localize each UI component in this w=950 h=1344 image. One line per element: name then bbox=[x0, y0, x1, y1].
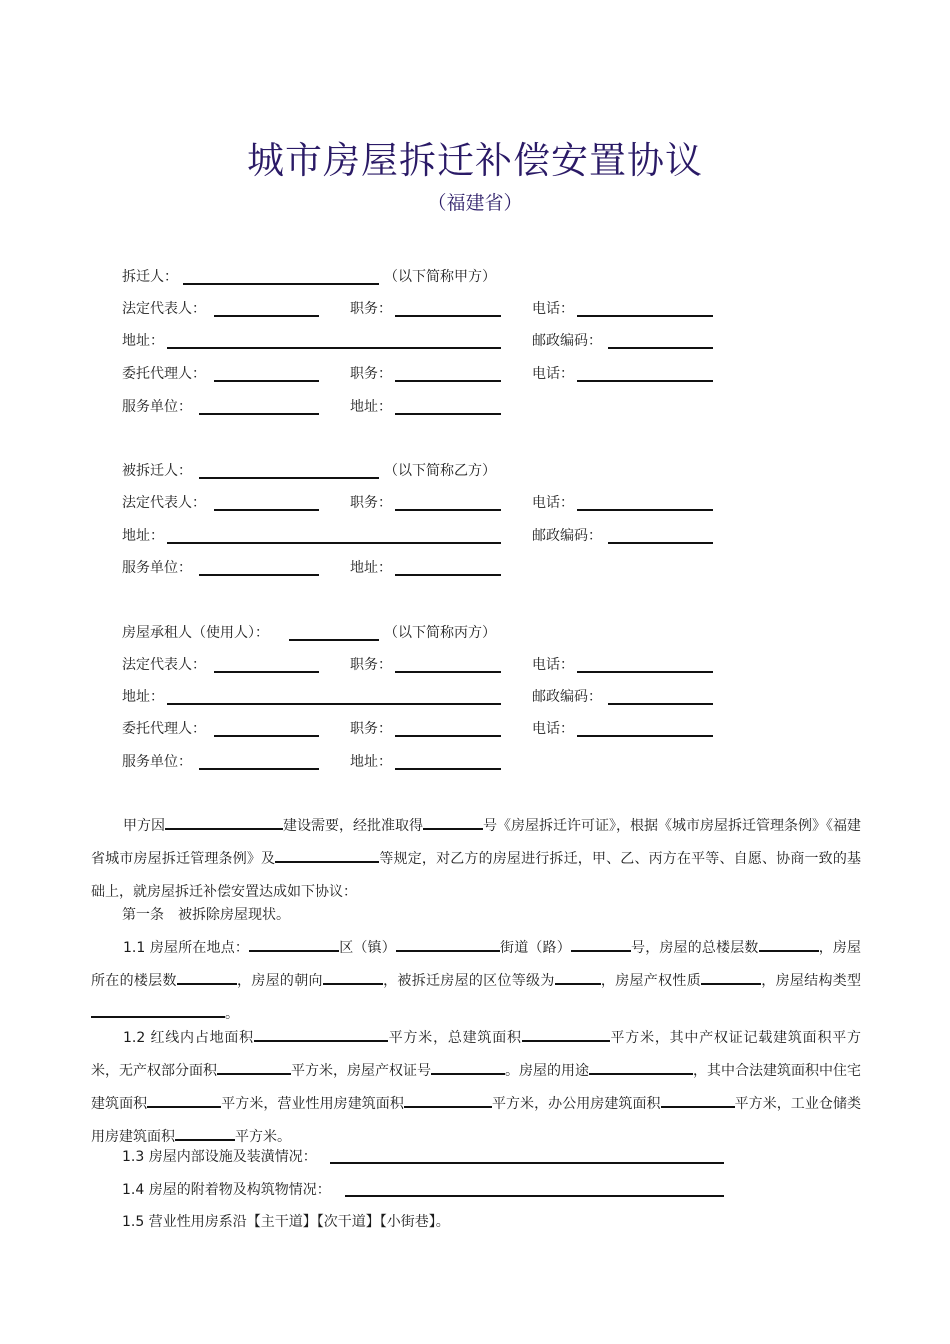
party-a-postcode-label: 邮政编码： bbox=[532, 333, 602, 349]
party-b-address2-label: 地址： bbox=[350, 560, 392, 576]
party-a-phone-field[interactable] bbox=[577, 315, 713, 317]
s1-2-text-5: 平方米，房屋产权证号 bbox=[291, 1063, 431, 1079]
residential-area-blank[interactable] bbox=[147, 1092, 221, 1108]
party-a-position-label: 职务： bbox=[350, 301, 392, 317]
s1-2-text-4: 平方米，无产权部分面积 bbox=[91, 1030, 862, 1079]
land-area-blank[interactable] bbox=[254, 1026, 388, 1042]
attachments-field[interactable] bbox=[345, 1195, 724, 1197]
intro-paragraph bbox=[91, 810, 861, 909]
s1-2-text-6: 。房屋的用途 bbox=[505, 1063, 589, 1079]
party-c-position-label: 职务： bbox=[350, 657, 392, 673]
party-c-note: （以下简称丙方） bbox=[384, 625, 496, 641]
party-a-position2-field[interactable] bbox=[395, 380, 501, 382]
party-a-note: （以下简称甲方） bbox=[384, 269, 496, 285]
party-c-postcode-label: 邮政编码： bbox=[532, 689, 602, 705]
party-c-position2-field[interactable] bbox=[395, 735, 501, 737]
s1-1-text-6: ，房屋的朝向 bbox=[236, 973, 323, 989]
district-blank[interactable] bbox=[249, 936, 339, 952]
party-c-agent-field[interactable] bbox=[214, 735, 319, 737]
party-a-employer-label: 服务单位： bbox=[122, 399, 192, 415]
party-b-address2-field[interactable] bbox=[395, 574, 501, 576]
s1-1-text-9: ，房屋结构类型 bbox=[760, 973, 862, 989]
s1-2-text-10: 平方米，工业仓储类用房建筑面积 bbox=[91, 1096, 862, 1145]
party-a-position2-label: 职务： bbox=[350, 366, 392, 382]
party-a-address2-label: 地址： bbox=[350, 399, 392, 415]
party-a-legal-rep-label: 法定代表人： bbox=[122, 301, 206, 317]
party-b-phone-field[interactable] bbox=[577, 509, 713, 511]
party-c-position-field[interactable] bbox=[395, 671, 501, 673]
party-a-phone-label: 电话： bbox=[532, 301, 574, 317]
party-a-agent-field[interactable] bbox=[214, 380, 319, 382]
s1-1-text-10: 。 bbox=[225, 1006, 239, 1022]
party-c-address-label: 地址： bbox=[122, 689, 164, 705]
unlicensed-area-blank[interactable] bbox=[217, 1059, 291, 1075]
s1-1-text-4: 号，房屋的总楼层数 bbox=[630, 940, 759, 956]
party-a-postcode-field[interactable] bbox=[608, 347, 713, 349]
party-b-phone-label: 电话： bbox=[532, 495, 574, 511]
industrial-area-blank[interactable] bbox=[175, 1125, 235, 1141]
s1-2-text-8: 平方米，营业性用房建筑面积 bbox=[221, 1096, 404, 1112]
s1-1-text-8: ，房屋产权性质 bbox=[600, 973, 701, 989]
party-c-position2-label: 职务： bbox=[350, 721, 392, 737]
party-b-postcode-field[interactable] bbox=[608, 542, 713, 544]
s1-2-text-1: 1.2 红线内占地面积 bbox=[123, 1030, 254, 1046]
s1-1-text-3: 街道（路） bbox=[499, 940, 571, 956]
party-a-employer-field[interactable] bbox=[199, 413, 319, 415]
party-c-postcode-field[interactable] bbox=[608, 703, 713, 705]
usage-blank[interactable] bbox=[589, 1059, 693, 1075]
intro-text-1: 甲方因 bbox=[123, 818, 165, 834]
party-c-legal-rep-field[interactable] bbox=[214, 671, 319, 673]
s1-2-text-2: 平方米，总建筑面积 bbox=[387, 1030, 522, 1046]
certificate-number-blank[interactable] bbox=[431, 1059, 505, 1075]
section-1-1 bbox=[91, 932, 861, 1031]
document-title: 城市房屋拆迁补偿安置协议 bbox=[247, 139, 703, 182]
structure-type-blank[interactable] bbox=[91, 1002, 225, 1018]
party-c-phone-label: 电话： bbox=[532, 657, 574, 673]
s1-2-text-9: 平方米，办公用房建筑面积 bbox=[491, 1096, 661, 1112]
intro-text-3: 号《房屋拆迁许可证》，根据《城市房屋拆迁管理条例》《福建省城市房屋拆迁管理条例》及 bbox=[91, 818, 861, 867]
party-a-address-label: 地址： bbox=[122, 333, 164, 349]
party-a-phone2-label: 电话： bbox=[532, 366, 574, 382]
party-b-address-field[interactable] bbox=[167, 542, 501, 544]
party-a-address2-field[interactable] bbox=[395, 413, 501, 415]
party-b-legal-rep-label: 法定代表人： bbox=[122, 495, 206, 511]
party-a-name-label: 拆迁人： bbox=[122, 269, 178, 285]
section-1-2 bbox=[91, 1022, 861, 1154]
party-a-address-field[interactable] bbox=[167, 347, 501, 349]
total-floors-blank[interactable] bbox=[759, 936, 819, 952]
party-b-position-label: 职务： bbox=[350, 495, 392, 511]
party-c-phone2-label: 电话： bbox=[532, 721, 574, 737]
party-c-employer-field[interactable] bbox=[199, 768, 319, 770]
party-b-name-field[interactable] bbox=[199, 477, 379, 479]
s1-1-text-2: 区（镇） bbox=[339, 940, 396, 956]
s1-2-text-11: 平方米。 bbox=[235, 1129, 291, 1145]
party-c-agent-label: 委托代理人： bbox=[122, 721, 206, 737]
party-a-agent-label: 委托代理人： bbox=[122, 366, 206, 382]
floor-blank[interactable] bbox=[177, 969, 237, 985]
s1-1-text-7: ，被拆迁房屋的区位等级为 bbox=[382, 973, 555, 989]
party-a-position-field[interactable] bbox=[395, 315, 501, 317]
commercial-area-blank[interactable] bbox=[404, 1092, 492, 1108]
s1-1-text-5: ，房屋所在的楼层数 bbox=[91, 940, 862, 989]
regulation-blank[interactable] bbox=[275, 847, 379, 863]
party-c-name-field[interactable] bbox=[289, 639, 379, 641]
s1-1-text-1: 1.1 房屋所在地点： bbox=[123, 940, 250, 956]
total-area-blank[interactable] bbox=[522, 1026, 610, 1042]
party-a-legal-rep-field[interactable] bbox=[214, 315, 319, 317]
s1-2-text-3: 平方米，其中产权证记载建筑面积 bbox=[609, 1030, 833, 1046]
party-c-legal-rep-label: 法定代表人： bbox=[122, 657, 206, 673]
office-area-blank[interactable] bbox=[661, 1092, 735, 1108]
interior-facilities-field[interactable] bbox=[330, 1162, 724, 1164]
party-b-legal-rep-field[interactable] bbox=[214, 509, 319, 511]
party-b-employer-field[interactable] bbox=[199, 574, 319, 576]
section-1-3-label: 1.3 房屋内部设施及装潢情况： bbox=[122, 1149, 317, 1165]
section-1-4-label: 1.4 房屋的附着物及构筑物情况： bbox=[122, 1182, 331, 1198]
document-subtitle: （福建省） bbox=[427, 192, 523, 214]
property-nature-blank[interactable] bbox=[701, 969, 761, 985]
article-1-heading: 第一条 被拆除房屋现状。 bbox=[122, 907, 290, 923]
project-blank[interactable] bbox=[165, 814, 283, 830]
party-b-address-label: 地址： bbox=[122, 528, 164, 544]
intro-text-2: 建设需要，经批准取得 bbox=[283, 818, 423, 834]
party-b-name-label: 被拆迁人： bbox=[122, 463, 192, 479]
party-a-name-field[interactable] bbox=[183, 283, 379, 285]
zone-grade-blank[interactable] bbox=[555, 969, 601, 985]
party-c-address2-label: 地址： bbox=[350, 754, 392, 770]
party-c-name-label: 房屋承租人（使用人）： bbox=[122, 625, 269, 641]
party-c-address-field[interactable] bbox=[167, 703, 501, 705]
party-b-employer-label: 服务单位： bbox=[122, 560, 192, 576]
party-c-phone-field[interactable] bbox=[577, 671, 713, 673]
party-c-employer-label: 服务单位： bbox=[122, 754, 192, 770]
orientation-blank[interactable] bbox=[323, 969, 383, 985]
party-b-position-field[interactable] bbox=[395, 509, 501, 511]
intro-text-4: 等规定，对乙方的房屋进行拆迁，甲、乙、丙方在平等、自愿、协商一致的基础上，就房屋拆迁补偿安置达成如下协议： bbox=[91, 851, 862, 900]
permit-number-blank[interactable] bbox=[423, 814, 483, 830]
party-c-address2-field[interactable] bbox=[395, 768, 501, 770]
party-a-phone2-field[interactable] bbox=[577, 380, 713, 382]
party-b-postcode-label: 邮政编码： bbox=[532, 528, 602, 544]
s1-2-text-7: ，其中合法建筑面积中住宅建筑面积 bbox=[91, 1063, 861, 1112]
party-b-note: （以下简称乙方） bbox=[384, 463, 496, 479]
section-1-5-label: 1.5 营业性用房系沿【主干道】【次干道】【小街巷】。 bbox=[122, 1214, 450, 1230]
party-c-phone2-field[interactable] bbox=[577, 735, 713, 737]
house-number-blank[interactable] bbox=[571, 936, 631, 952]
street-blank[interactable] bbox=[396, 936, 500, 952]
